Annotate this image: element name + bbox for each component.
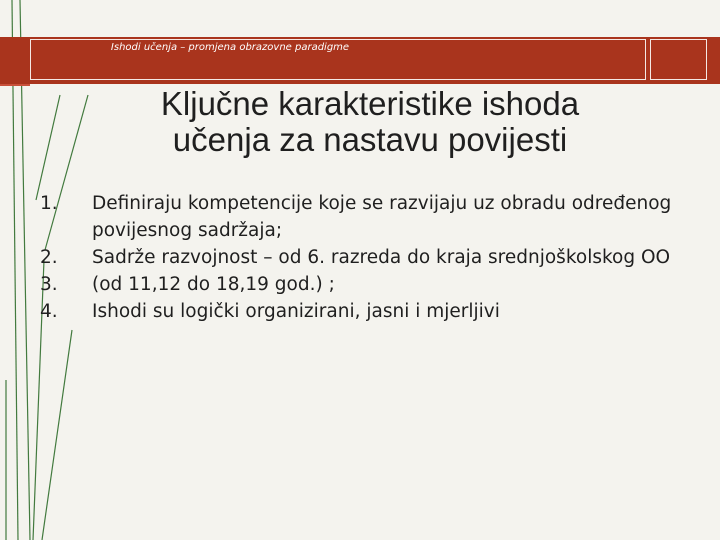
list-item (40, 190, 700, 244)
numbered-list (40, 190, 700, 325)
list-item-number: 3. (40, 274, 58, 295)
list-item-number: 1. (40, 193, 58, 214)
list-item-text: Definiraju kompetencije koje se razvijaju uz obradu određenog povijesnog sadržaja; (92, 193, 672, 241)
list-item (40, 298, 700, 325)
header-bar (0, 37, 720, 84)
header-box-right (650, 39, 707, 80)
list-item (40, 271, 700, 298)
list-item-text: Ishodi su logički organizirani, jasni i mjerljivi (92, 301, 500, 322)
header-text: Ishodi učenja – promjena obrazovne paradigme (110, 42, 350, 53)
title-line-1: Ključne karakteristike ishoda (160, 85, 580, 122)
list-item-text: Sadrže razvojnost – od 6. razreda do kraja srednjoškolskog OO (92, 247, 671, 268)
slide-title (60, 86, 680, 158)
list-item-text: (od 11,12 do 18,19 god.) ; (92, 274, 335, 295)
title-line-2: učenja za nastavu povijesti (172, 121, 568, 158)
list-item-number: 4. (40, 301, 58, 322)
list-item-number: 2. (40, 247, 58, 268)
list-item (40, 244, 700, 271)
